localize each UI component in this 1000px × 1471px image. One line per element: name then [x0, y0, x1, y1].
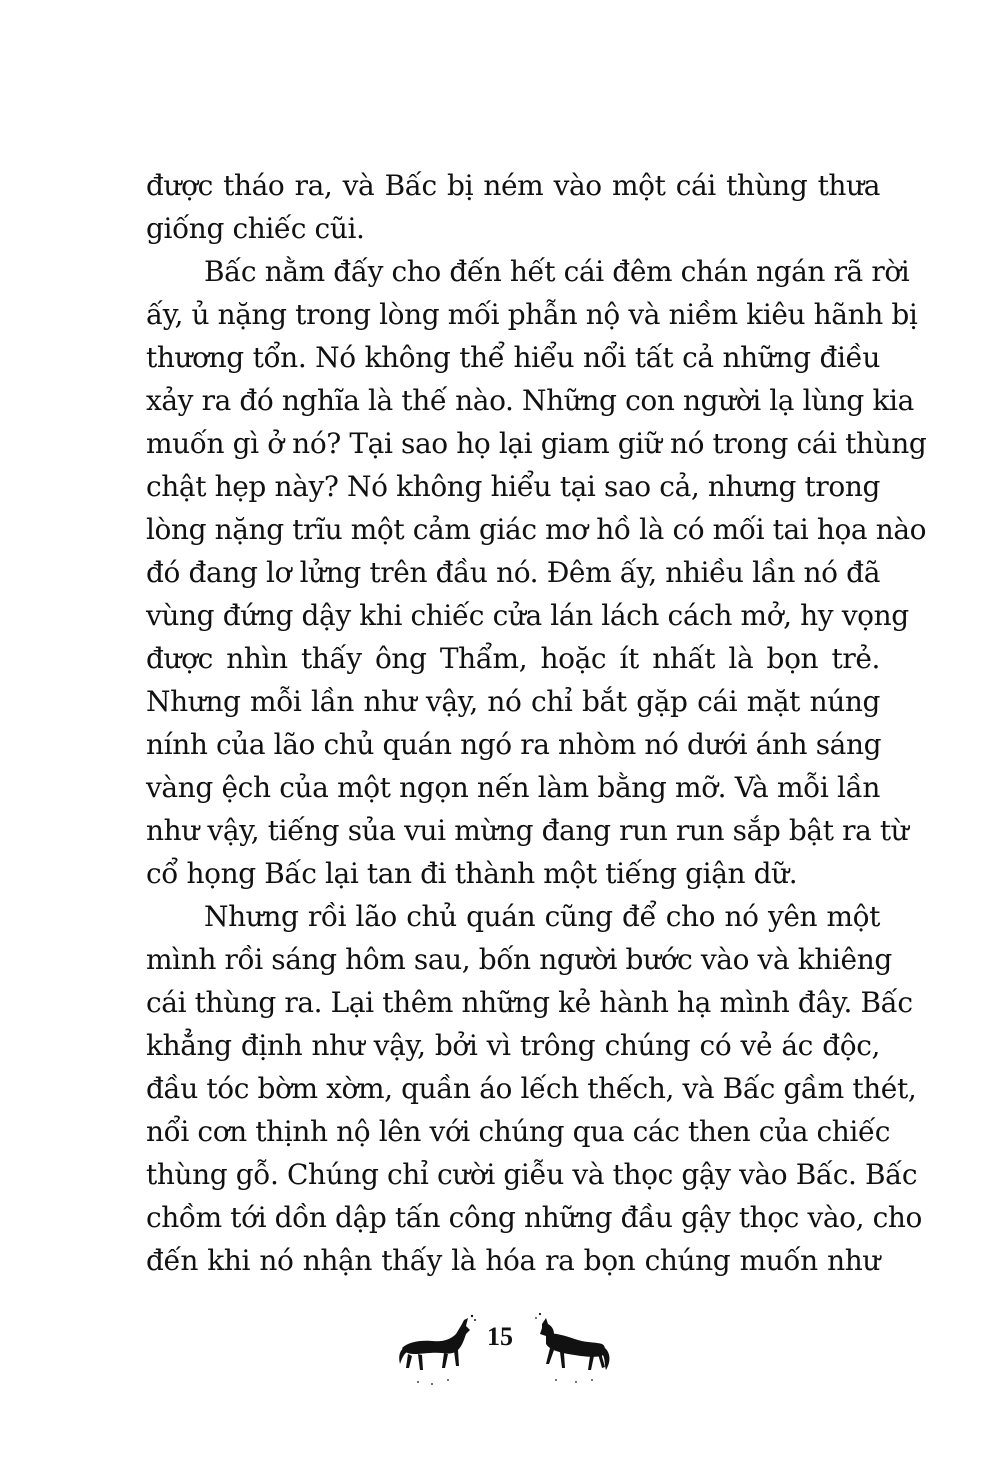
- text-line: mình rồi sáng hôm sau, bốn người bước vào và khiêng: [146, 943, 892, 976]
- text-line: lòng nặng trĩu một cảm giác mơ hồ là có mối tai họa nào: [146, 513, 927, 546]
- text-line: vùng đứng dậy khi chiếc cửa lán lách cách mở, hy vọng: [146, 599, 909, 632]
- text-line: Nhưng rồi lão chủ quán cũng để cho nó yên một: [204, 900, 880, 933]
- text-line: nính của lão chủ quán ngó ra nhòm nó dưới ánh sáng: [146, 728, 882, 761]
- text-line: chật hẹp này? Nó không hiểu tại sao cả, nhưng trong: [146, 470, 880, 503]
- page-footer: [0, 1300, 1000, 1410]
- text-line: như vậy, tiếng sủa vui mừng đang run run sắp bật ra từ: [146, 814, 909, 847]
- text-line: giống chiếc cũi.: [146, 212, 365, 245]
- text-line: đó đang lơ lửng trên đầu nó. Đêm ấy, nhiều lần nó đã: [146, 556, 880, 589]
- text-line: muốn gì ở nó? Tại sao họ lại giam giữ nó trong cái thùng: [146, 427, 927, 460]
- text-line: nổi cơn thịnh nộ lên với chúng qua các then của chiếc: [146, 1115, 891, 1148]
- text-line: đầu tóc bờm xờm, quần áo lếch thếch, và Bấc gầm thét,: [146, 1072, 917, 1105]
- text-line: Nhưng mỗi lần như vậy, nó chỉ bắt gặp cái mặt núng: [146, 685, 880, 718]
- text-line: cái thùng ra. Lại thêm những kẻ hành hạ mình đây. Bấc: [146, 986, 913, 1019]
- text-line: cổ họng Bấc lại tan đi thành một tiếng giận dữ.: [146, 857, 798, 890]
- text-line: Bấc nằm đấy cho đến hết cái đêm chán ngán rã rời: [204, 255, 910, 288]
- text-line: khẳng định như vậy, bởi vì trông chúng có vẻ ác độc,: [146, 1029, 880, 1062]
- wolf-icon: [532, 1310, 612, 1390]
- text-line: xảy ra đó nghĩa là thế nào. Những con người lạ lùng kia: [146, 384, 914, 417]
- howling-wolf-icon: [398, 1310, 478, 1390]
- page-number: 15: [487, 1322, 513, 1351]
- text-line: được tháo ra, và Bấc bị ném vào một cái thùng thưa: [146, 169, 880, 202]
- text-line: thương tổn. Nó không thể hiểu nổi tất cả những điều: [146, 341, 880, 374]
- text-line: được nhìn thấy ông Thẩm, hoặc ít nhất là bọn trẻ.: [146, 642, 880, 675]
- body-text: [146, 164, 927, 1282]
- text-line: chồm tới dồn dập tấn công những đầu gậy thọc vào, cho: [146, 1201, 923, 1234]
- text-line: ấy, ủ nặng trong lòng mối phẫn nộ và niềm kiêu hãnh bị: [146, 298, 918, 331]
- text-line: vàng ệch của một ngọn nến làm bằng mỡ. Và mỗi lần: [146, 771, 880, 804]
- text-line: đến khi nó nhận thấy là hóa ra bọn chúng muốn như: [146, 1244, 880, 1277]
- text-line: thùng gỗ. Chúng chỉ cười giễu và thọc gậy vào Bấc. Bấc: [146, 1158, 918, 1191]
